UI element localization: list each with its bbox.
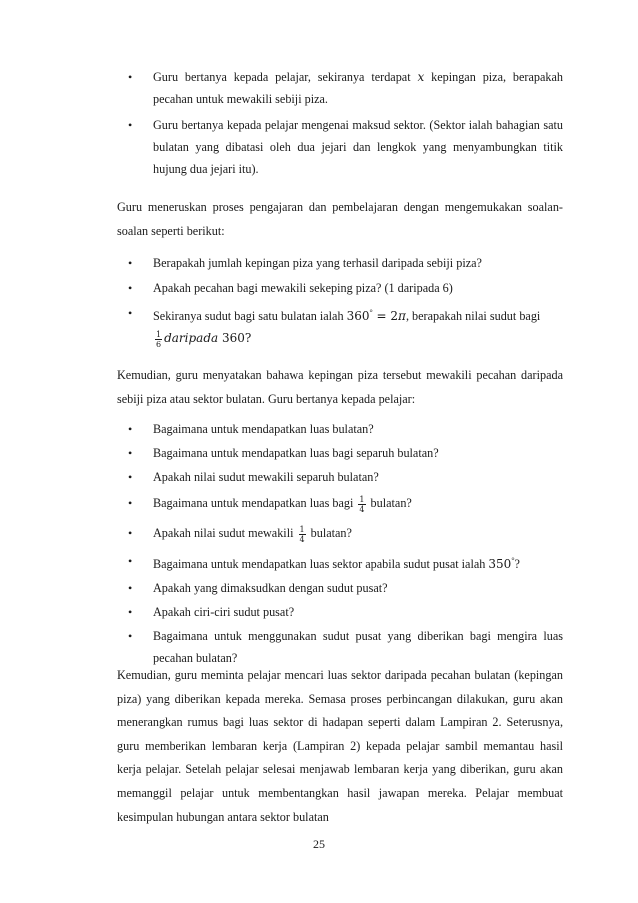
bullet-icon: • <box>128 70 133 84</box>
fraction-one-sixth: $\frac{1}{6}$ <box>156 329 162 349</box>
list-item: • Sekiranya sudut bagi satu bulatan ialah 360° = 2π, berapakah nilai sudut bagi $\frac{1}{6}$ daripada 360? <box>117 302 563 349</box>
paragraph: Guru meneruskan proses pengajaran dan pembelajaran dengan mengemukakan soalan-soalan seperti berikut: <box>117 200 563 238</box>
fraction-one-quarter: $\frac{1}{4}$ <box>359 494 365 514</box>
bullet-icon: • <box>128 118 133 132</box>
bullet-icon: • <box>128 554 133 568</box>
bullet-list-questions <box>117 252 563 349</box>
list-item: • Guru bertanya kepada pelajar, sekiranya terdapat x kepingan piza, berapakah pecahan untuk mewakili sebiji piza. <box>117 66 563 110</box>
paragraph: Kemudian, guru menyatakan bahawa kepingan piza tersebut mewakili pecahan daripada sebiji piza atau sektor bulatan. Guru bertanya kepada pelajar: <box>117 368 563 406</box>
bullet-icon: • <box>128 581 133 596</box>
page-number: 25 <box>313 837 325 851</box>
bullet-icon: • <box>128 306 133 320</box>
list-item: • Berapakah jumlah kepingan piza yang terhasil daripada sebiji piza? <box>117 252 563 274</box>
bullet-icon: • <box>128 526 133 540</box>
bullet-icon: • <box>128 281 133 295</box>
bullet-icon: • <box>128 470 133 484</box>
bullet-list-area <box>117 418 563 669</box>
bullet-icon: • <box>128 496 133 510</box>
list-item: • Apakah ciri-ciri sudut pusat? <box>117 601 563 623</box>
list-item: • Bagaimana untuk mendapatkan luas bagi $\frac{1}{4}$ bulatan? <box>117 492 563 514</box>
list-item: • Apakah nilai sudut mewakili $\frac{1}{4}$ bulatan? <box>117 522 563 544</box>
paragraph: Kemudian, guru meminta pelajar mencari luas sektor daripada pecahan bulatan (kepingan piza) yang diberikan kepada mereka. Semasa proses perbincangan dilakukan, guru akan menerangkan rumus bagi luas sektor di hadapan seperti dalam Lampiran 2. Seterusnya, guru memberikan lembaran kerja (Lampiran 2) kepada pelajar sambil memantau hasil kerja pelajar. Setelah pelajar selesai menjawab lembaran kerja yang diberikan, guru akan memanggil pelajar untuk membentangkan hasil jawapan mereka. Pelajar membuat kesimpulan hubungan antara sektor bulatan <box>117 668 563 824</box>
list-item: • Apakah yang dimaksudkan dengan sudut pusat? <box>117 577 563 599</box>
list-item: • Apakah nilai sudut mewakili separuh bulatan? <box>117 466 563 488</box>
bullet-icon: • <box>128 256 133 270</box>
list-item: • Guru bertanya kepada pelajar mengenai maksud sektor. (Sektor ialah bahagian satu bulatan yang dibatasi oleh dua jejari dan lengkok yang menyambungkan titik hujung dua jejari itu). <box>117 114 563 180</box>
bullet-icon: • <box>128 422 133 436</box>
list-item: • Apakah pecahan bagi mewakili sekeping piza? (1 daripada 6) <box>117 277 563 299</box>
list-item: • Bagaimana untuk mendapatkan luas sektor apabila sudut pusat ialah 350°? <box>117 550 563 575</box>
bullet-icon: • <box>128 446 133 460</box>
bullet-icon: • <box>128 629 133 644</box>
list-item: • Bagaimana untuk mendapatkan luas bagi separuh bulatan? <box>117 442 563 464</box>
fraction-one-quarter: $\frac{1}{4}$ <box>299 524 305 544</box>
bullet-list-intro <box>117 66 563 180</box>
list-item: • Bagaimana untuk menggunakan sudut pusat yang diberikan bagi mengira luas pecahan bulatan? <box>117 625 563 669</box>
list-item: • Bagaimana untuk mendapatkan luas bulatan? <box>117 418 563 440</box>
bullet-icon: • <box>128 605 133 620</box>
